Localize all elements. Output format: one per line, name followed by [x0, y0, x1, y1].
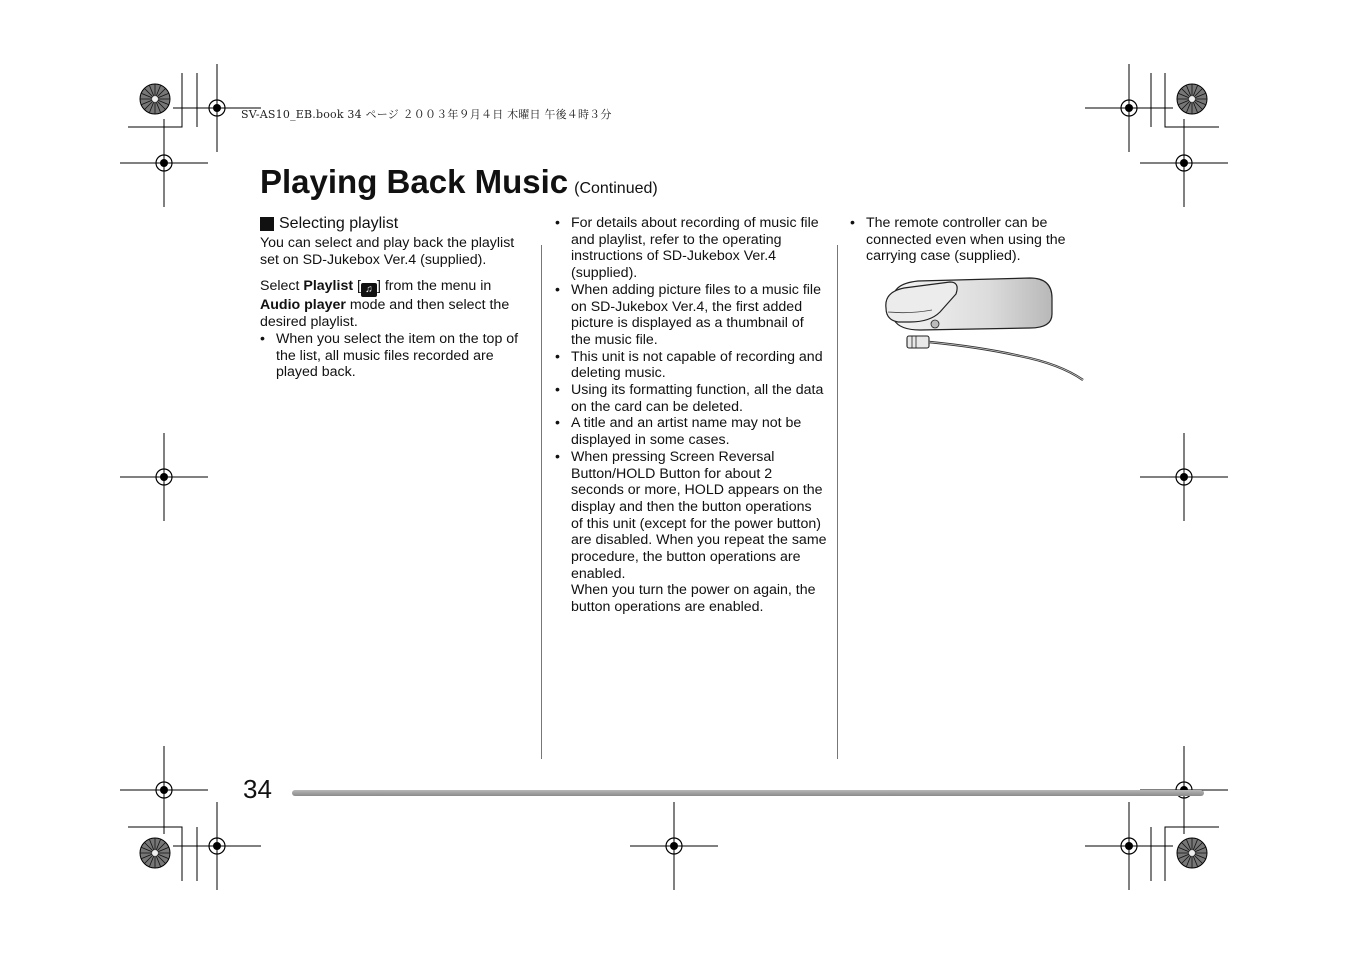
bullet-list	[555, 215, 827, 582]
list-item: • This unit is not capable of recording and deleting music.	[555, 349, 827, 382]
list-item: • Using its formatting function, all the data on the card can be deleted.	[555, 382, 827, 415]
sunburst-mark	[140, 84, 170, 114]
list-item: • When adding picture files to a music file on SD-Jukebox Ver.4, the first added picture is displayed as a thumbnail of the music file.	[555, 282, 827, 349]
bullet-list	[850, 215, 1080, 265]
list-item: • A title and an artist name may not be displayed in some cases.	[555, 415, 827, 448]
bullet-list	[260, 331, 532, 381]
file-header: SV-AS10_EB.book 34 ページ ２００３年９月４日 木曜日 午後４時３分	[241, 108, 612, 121]
list-item: • For details about recording of music file and playlist, refer to the operating instructions of SD-Jukebox Ver.4 (supplied).	[555, 215, 827, 282]
page-number: 34	[243, 774, 272, 804]
column-middle	[555, 215, 827, 616]
column-right	[850, 215, 1080, 265]
column-divider	[541, 245, 542, 759]
column-divider	[837, 245, 838, 759]
carrying-case-illustration	[880, 272, 1090, 387]
square-bullet-icon	[260, 217, 274, 231]
instruction-text: Select Playlist [ ♫ ] from the menu in Audio player mode and then select the desired playlist.	[260, 278, 510, 331]
footer-bar	[292, 790, 1204, 796]
music-note-icon: ♫	[361, 283, 377, 297]
continuation-text: When you turn the power on again, the button operations are enabled.	[571, 582, 816, 616]
section-heading-text: Selecting playlist	[279, 215, 399, 232]
list-item: • The remote controller can be connected even when using the carrying case (supplied).	[850, 215, 1080, 265]
section-heading	[260, 215, 532, 233]
page-subtitle: (Continued)	[574, 180, 658, 197]
intro-text: You can select and play back the playlist set on SD-Jukebox Ver.4 (supplied).	[260, 235, 515, 268]
list-item: • When you select the item on the top of the list, all music files recorded are played back.	[260, 331, 532, 381]
page-title-block	[260, 163, 658, 201]
page-title: Playing Back Music	[260, 163, 569, 200]
playlist-term: Playlist	[303, 278, 354, 295]
audio-player-term: Audio player	[260, 297, 346, 314]
column-left	[260, 215, 532, 381]
list-item: • When pressing Screen Reversal Button/HOLD Button for about 2 seconds or more, HOLD appears on the display and then the button operations of this unit (except for the power button) are disabled. When you repeat the same procedure, the button operations are enabled.	[555, 449, 827, 583]
